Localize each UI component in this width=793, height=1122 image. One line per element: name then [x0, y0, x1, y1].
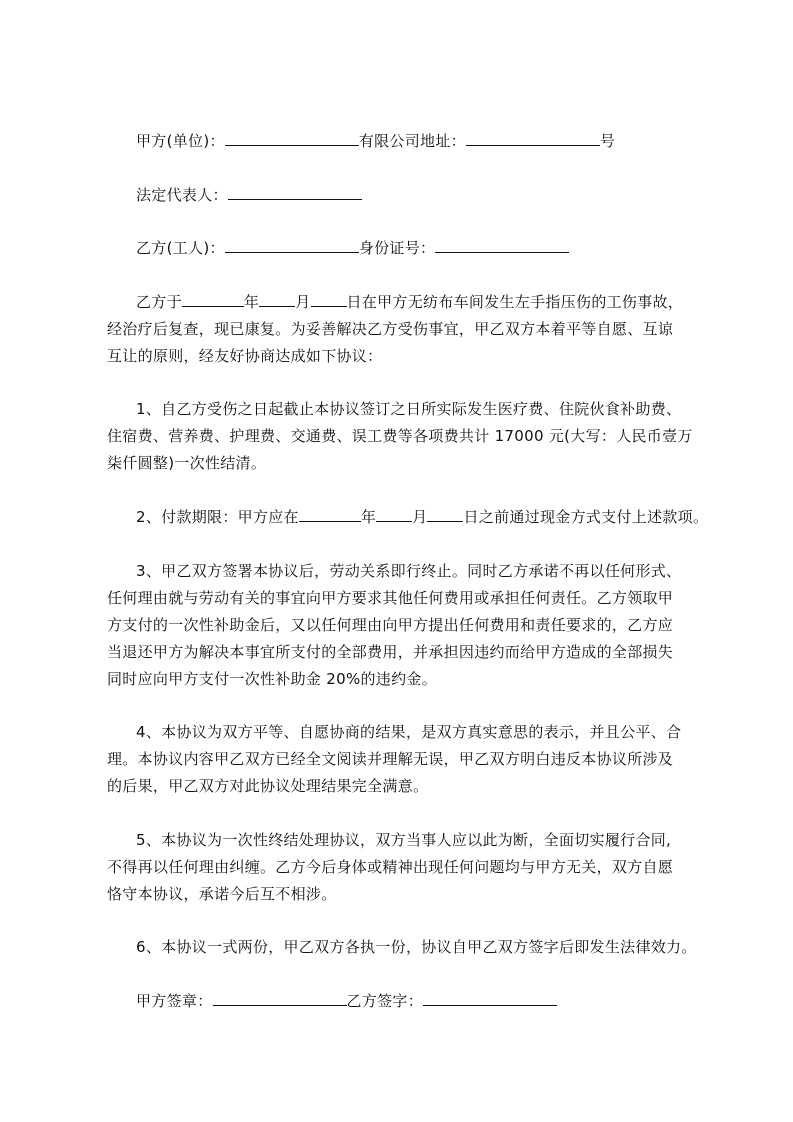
legal-rep-row: [136, 185, 362, 205]
clause-3-line-2: 任何理由就与劳动有关的事宜向甲方要求其他任何费用或承担任何责任。乙方领取甲: [107, 589, 674, 607]
clause-1-line-3: 柒仟圆整)一次性结清。: [107, 454, 267, 472]
clause-4-line-3: 的后果，甲乙双方对此协议处理结果完全满意。: [107, 777, 429, 795]
signature-row: [136, 991, 557, 1011]
clause-2-prefix: 2、付款期限：甲方应在: [136, 508, 299, 526]
intro-day-blank[interactable]: [311, 292, 347, 307]
clause-2-year-label: 年: [360, 508, 377, 526]
legal-rep-blank[interactable]: [228, 185, 362, 200]
company-address-label: 有限公司地址：: [358, 132, 466, 150]
id-number-label: 身份证号：: [358, 239, 436, 257]
clause-2-month-label: 月: [412, 508, 428, 526]
party-a-seal-blank[interactable]: [213, 991, 347, 1006]
clause-6-line-1: 6、本协议一式两份，甲乙双方各执一份，协议自甲乙双方签字后即发生法律效力。: [136, 938, 697, 956]
clause-4-line-2: 理。本协议内容甲乙双方已经全文阅读并理解无误，甲乙双方明白违反本协议所涉及: [107, 750, 674, 768]
clause-5-line-1: 5、本协议为一次性终结处理协议，双方当事人应以此为断，全面切实履行合同,: [136, 831, 672, 849]
intro-month-blank[interactable]: [259, 292, 295, 307]
party-a-row: [136, 131, 615, 151]
clause-1-line-1: 1、自乙方受伤之日起截止本协议签订之日所实际发生医疗费、住院伙食补助费、: [136, 400, 682, 418]
legal-rep-label: 法定代表人：: [136, 186, 228, 204]
party-b-sign-label: 乙方签字：: [346, 992, 424, 1010]
party-b-label: 乙方(工人)：: [136, 239, 225, 257]
party-a-seal-label: 甲方签章：: [136, 992, 213, 1010]
party-b-blank[interactable]: [225, 238, 359, 253]
intro-line-1: [136, 292, 683, 312]
clause-2-line: [136, 507, 708, 527]
clause-1-line-2: 住宿费、营养费、护理费、交通费、误工费等各项费共计 17000 元(大写：人民币壹万: [107, 427, 693, 445]
clause-2-tail: 日之前通过现金方式支付上述款项。: [463, 508, 709, 526]
company-address-blank[interactable]: [466, 131, 600, 146]
id-number-blank[interactable]: [435, 238, 569, 253]
party-b-row: [136, 238, 569, 258]
clause-5-line-2: 不得再以任何理由纠缠。乙方今后身体或精神出现任何问题均与甲方无关，双方自愿: [107, 858, 674, 876]
intro-year-blank[interactable]: [182, 292, 244, 307]
clause-2-year-blank[interactable]: [299, 507, 361, 522]
party-b-sign-blank[interactable]: [423, 991, 557, 1006]
party-a-label: 甲方(单位)：: [136, 132, 225, 150]
clause-2-month-blank[interactable]: [376, 507, 412, 522]
party-a-blank[interactable]: [225, 131, 359, 146]
intro-year-label: 年: [243, 293, 260, 311]
intro-day-tail: 日在甲方无纺布车间发生左手指压伤的工伤事故，: [346, 293, 684, 311]
clause-2-day-blank[interactable]: [427, 507, 463, 522]
clause-5-line-3: 恪守本协议，承诺今后互不相涉。: [107, 885, 337, 903]
number-suffix: 号: [599, 132, 616, 150]
clause-4-line-1: 4、本协议为双方平等、自愿协商的结果，是双方真实意思的表示，并且公平、合: [136, 723, 682, 741]
intro-prefix: 乙方于: [136, 293, 182, 311]
intro-line-2: 经治疗后复查，现已康复。为妥善解决乙方受伤事宜，甲乙双方本着平等自愿、互谅: [107, 320, 674, 338]
clause-3-line-1: 3、甲乙双方签署本协议后，劳动关系即行终止。同时乙方承诺不再以任何形式、: [136, 562, 682, 580]
clause-3-line-4: 当退还甲方为解决本事宜所支付的全部费用，并承担因违约而给甲方造成的全部损失: [107, 643, 674, 661]
clause-3-line-5: 同时应向甲方支付一次性补助金 20%的违约金。: [107, 670, 438, 688]
clause-3-line-3: 方支付的一次性补助金后，又以任何理由向甲方提出任何费用和责任要求的，乙方应: [107, 616, 674, 634]
intro-month-label: 月: [295, 293, 311, 311]
intro-line-3: 互让的原则，经友好协商达成如下协议：: [107, 347, 383, 365]
